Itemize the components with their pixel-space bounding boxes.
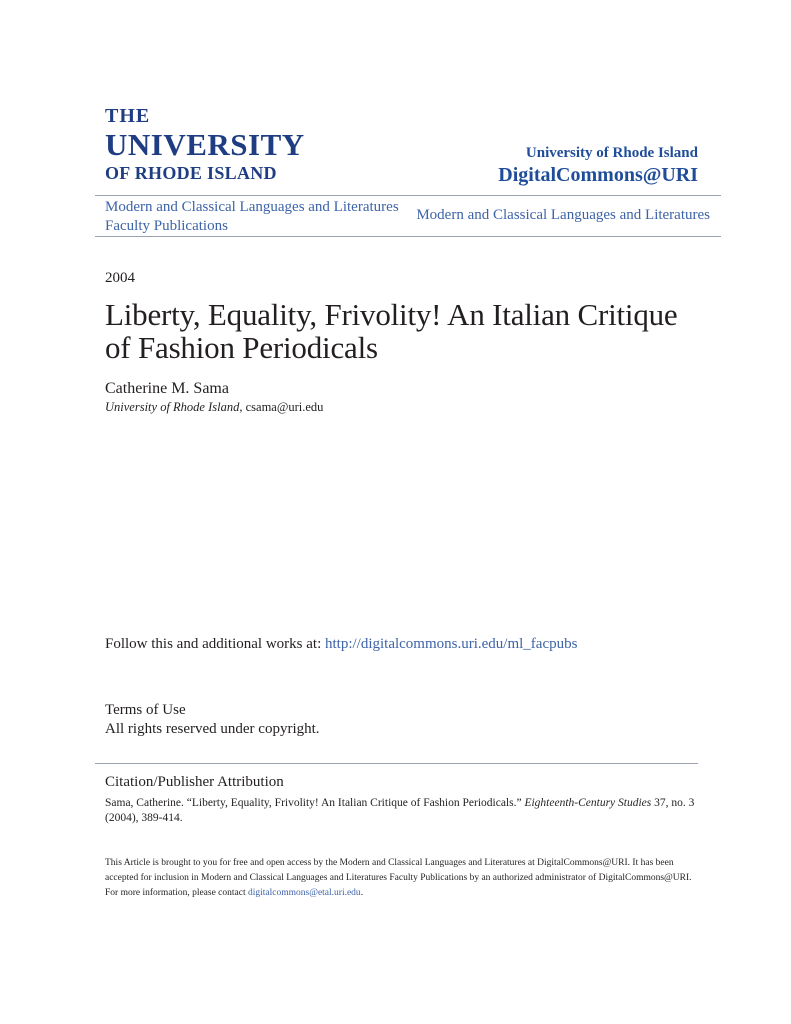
author-email: , csama@uri.edu — [239, 400, 324, 414]
citation-journal: Eighteenth-Century Studies — [524, 797, 652, 809]
access-notice — [105, 856, 695, 901]
follow-label: Follow this and additional works at: — [105, 636, 325, 652]
author-affiliation — [105, 400, 323, 415]
citation-details: 37, no. 3 (2004), 389-414. — [105, 797, 695, 824]
citation-text — [105, 796, 695, 826]
logo-line-the: THE — [105, 105, 151, 127]
logo-line-university: UNIVERSITY — [105, 127, 305, 162]
logo-line-rhode-island: OF RHODE ISLAND — [105, 163, 277, 183]
series-link[interactable] — [105, 198, 405, 236]
repository-branding — [498, 145, 698, 186]
notice-end: . — [360, 888, 364, 898]
repository-institution: University of Rhode Island — [525, 145, 698, 161]
citation-main: Sama, Catherine. “Liberty, Equality, Frivolity! An Italian Critique of Fashion Periodicals.” — [105, 797, 525, 809]
citation-heading: Citation/Publisher Attribution — [105, 774, 284, 790]
contact-email-link[interactable]: digitalcommons@etal.uri.edu — [247, 888, 361, 898]
author-name: Catherine M. Sama — [105, 380, 229, 397]
follow-line — [105, 636, 577, 653]
series-line-1: Modern and Classical Languages and Literatures — [105, 199, 399, 215]
terms-heading: Terms of Use — [105, 702, 186, 718]
terms-of-use — [105, 701, 320, 739]
follow-url-link[interactable]: http://digitalcommons.uri.edu/ml_facpubs — [324, 636, 578, 652]
affiliation-name: University of Rhode Island — [105, 400, 240, 414]
bottom-divider — [95, 236, 721, 237]
terms-text: All rights reserved under copyright. — [105, 721, 320, 737]
publication-year: 2004 — [105, 270, 135, 286]
citation-divider — [95, 763, 698, 764]
notice-text: This Article is brought to you for free and open access by the Modern and Classical Languages and Literatures at DigitalCommons@URI. It has been accepted for inclusion in Modern and Classical Languages and Literatures Faculty Publications by an authorized administrator of DigitalCommons@URI. For more information, please contact — [105, 858, 692, 898]
repository-name: DigitalCommons@URI — [498, 163, 698, 186]
top-divider — [95, 195, 721, 196]
article-title: Liberty, Equality, Frivolity! An Italian Critique of Fashion Periodicals — [105, 297, 678, 365]
university-logo — [105, 106, 305, 182]
department-link[interactable]: Modern and Classical Languages and Literatures — [416, 207, 710, 223]
series-line-2: Faculty Publications — [105, 218, 228, 234]
